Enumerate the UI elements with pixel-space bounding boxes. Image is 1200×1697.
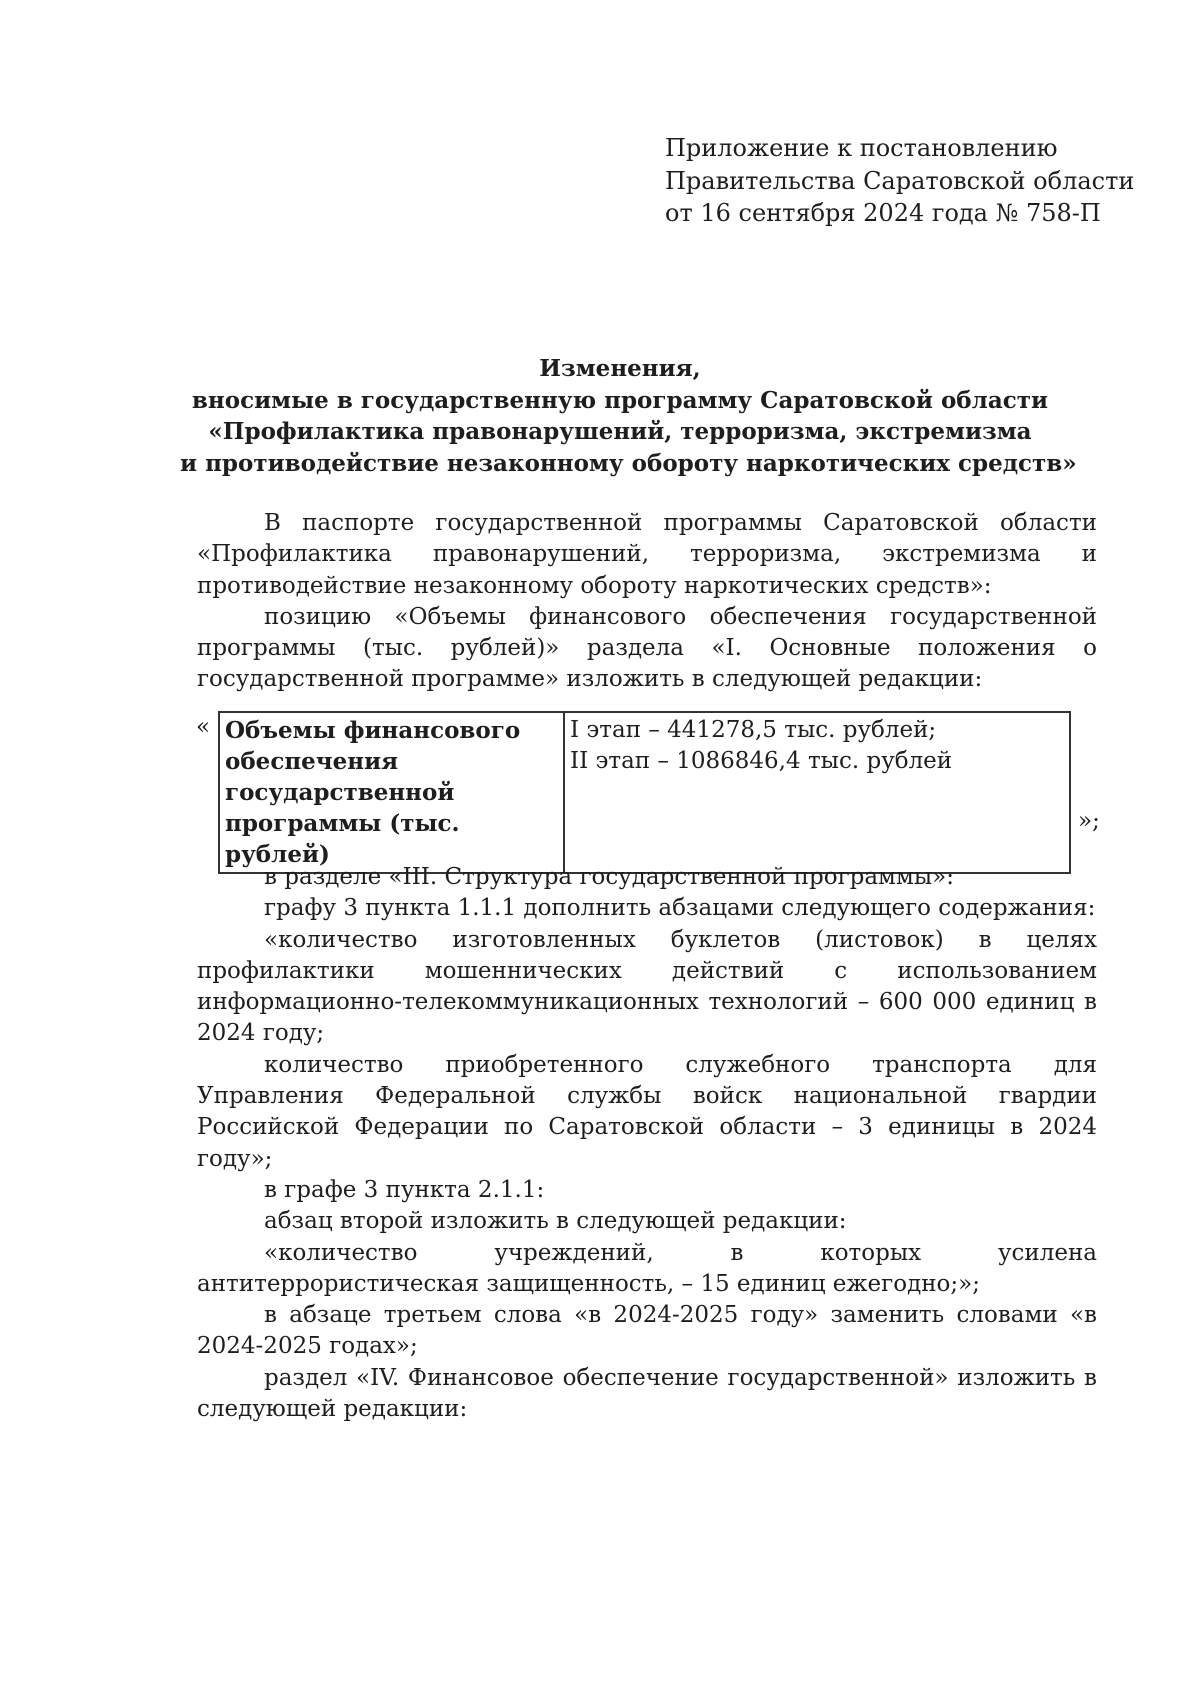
- title-line: «Профилактика правонарушений, терроризма, экстремизма: [208, 418, 1032, 445]
- paragraph: в разделе «III. Структура государственной программы»:: [264, 864, 954, 890]
- document-title: [180, 353, 1077, 479]
- title-line: и противодействие незаконному обороту наркотических средств»: [180, 449, 1077, 477]
- paragraph: раздел «IV. Финансовое обеспечение государственной» изложить в следующей редакции:: [197, 1364, 1097, 1423]
- appendix-header: [665, 132, 1134, 230]
- table-value-cell: [564, 712, 1070, 873]
- intro-text: [197, 508, 1097, 696]
- stage-1-value: I этап – 441278,5 тыс. рублей;: [570, 717, 937, 743]
- paragraph: абзац второй изложить в следующей редакции:: [264, 1208, 847, 1235]
- title-line: вносимые в государственную программу Саратовской области: [191, 386, 1049, 414]
- paragraph: «количество учреждений, в которых усилена антитеррористическая защищенность, – 15 единиц ежегодно;»;: [197, 1239, 1097, 1297]
- paragraph: графу 3 пункта 1.1.1 дополнить абзацами следующего содержания:: [264, 895, 1096, 922]
- paragraph: количество приобретенного служебного транспорта для Управления Федеральной службы войск национальной гвардии Российской Федерации по Саратовской области – 3 единицы в 2024 году»;: [197, 1051, 1097, 1172]
- appendix-line: Приложение к постановлению: [665, 134, 1058, 162]
- table-row: [219, 712, 1070, 873]
- paragraph: позицию «Объемы финансового обеспечения государственной программы (тыс. рублей)» раздела «I. Основные положения о государственной программе» изложить в следующей редакции:: [197, 603, 1097, 693]
- table-label-cell: Объемы финансового обеспечения государственной программы (тыс. рублей): [219, 712, 564, 873]
- appendix-line: Правительства Саратовской области: [665, 166, 1135, 195]
- paragraph: «количество изготовленных буклетов (листовок) в целях профилактики мошеннических действий с использованием информационно-телекоммуникационных технологий – 600 000 единиц в 2024 году;: [197, 926, 1097, 1047]
- financing-table: [218, 711, 1071, 874]
- paragraph: В паспорте государственной программы Саратовской области «Профилактика правонарушений, терроризма, экстремизма и противодействие незаконному обороту наркотических средств»:: [197, 510, 1097, 599]
- paragraph: в абзаце третьем слова «в 2024-2025 году» заменить словами «в 2024-2025 годах»;: [197, 1302, 1097, 1360]
- stage-2-value: II этап – 1086846,4 тыс. рублей: [570, 748, 953, 774]
- appendix-date-line: от 16 сентября 2024 года № 758-П: [665, 199, 1101, 227]
- paragraph: в графе 3 пункта 2.1.1:: [264, 1176, 545, 1203]
- amendments-text: [197, 862, 1097, 1425]
- close-quote: »;: [1078, 808, 1100, 834]
- open-quote: «: [196, 714, 211, 740]
- title-line: Изменения,: [539, 355, 701, 382]
